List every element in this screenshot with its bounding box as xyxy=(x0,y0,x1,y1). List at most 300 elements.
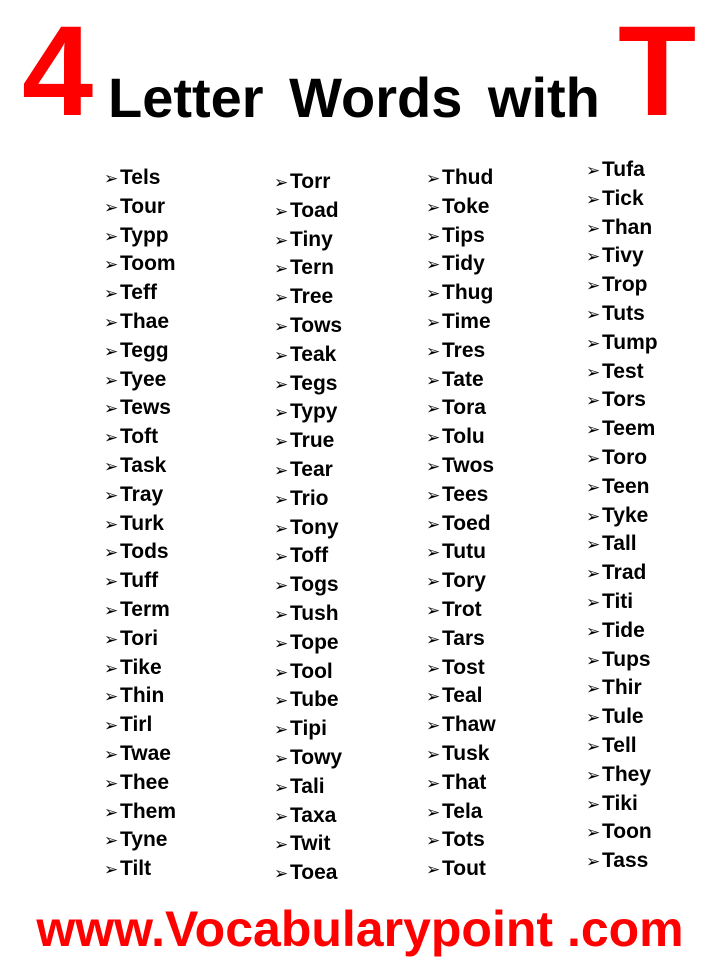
word-label: Tela xyxy=(442,799,483,823)
word-label: Tear xyxy=(290,457,333,481)
arrow-bullet-icon: ➢ xyxy=(426,485,441,505)
arrow-bullet-icon: ➢ xyxy=(586,794,601,814)
arrow-bullet-icon: ➢ xyxy=(274,777,289,797)
word-label: Toon xyxy=(602,820,652,844)
arrow-bullet-icon: ➢ xyxy=(426,744,441,764)
word-label: Time xyxy=(442,309,491,333)
arrow-bullet-icon: ➢ xyxy=(586,679,601,699)
page-title xyxy=(0,0,720,150)
list-item xyxy=(426,423,496,452)
list-item xyxy=(274,542,342,571)
arrow-bullet-icon: ➢ xyxy=(426,802,441,822)
arrow-bullet-icon: ➢ xyxy=(586,218,601,238)
word-label: Tiny xyxy=(290,227,333,251)
arrow-bullet-icon: ➢ xyxy=(274,230,289,250)
list-item xyxy=(104,337,176,366)
word-label: Tali xyxy=(290,774,325,798)
arrow-bullet-icon: ➢ xyxy=(426,831,441,851)
title-number: 4 xyxy=(22,0,90,143)
word-label: Teen xyxy=(602,474,650,498)
list-item xyxy=(274,830,342,859)
list-item xyxy=(274,370,342,399)
word-label: Tufa xyxy=(602,158,645,181)
arrow-bullet-icon: ➢ xyxy=(104,600,119,620)
list-item xyxy=(426,567,496,596)
list-item xyxy=(274,859,342,888)
list-item xyxy=(586,674,658,703)
arrow-bullet-icon: ➢ xyxy=(274,864,289,884)
word-label: Tass xyxy=(602,849,649,873)
arrow-bullet-icon: ➢ xyxy=(274,316,289,336)
arrow-bullet-icon: ➢ xyxy=(426,341,441,361)
arrow-bullet-icon: ➢ xyxy=(426,687,441,707)
word-label: Tike xyxy=(120,655,162,679)
arrow-bullet-icon: ➢ xyxy=(586,333,601,353)
word-label: Teff xyxy=(120,281,157,305)
word-label: Trot xyxy=(442,597,482,621)
arrow-bullet-icon: ➢ xyxy=(104,169,119,188)
word-label: Torr xyxy=(290,170,331,193)
word-label: Thee xyxy=(120,770,170,794)
list-item xyxy=(586,703,658,732)
list-item xyxy=(104,423,176,452)
arrow-bullet-icon: ➢ xyxy=(104,312,119,332)
list-item xyxy=(104,308,176,337)
list-item xyxy=(104,394,176,423)
arrow-bullet-icon: ➢ xyxy=(586,477,601,497)
word-label: Tour xyxy=(120,194,166,218)
list-item xyxy=(586,415,658,444)
word-column-1 xyxy=(104,164,176,884)
word-label: Thae xyxy=(120,309,170,333)
arrow-bullet-icon: ➢ xyxy=(586,420,601,440)
arrow-bullet-icon: ➢ xyxy=(104,716,119,736)
arrow-bullet-icon: ➢ xyxy=(104,370,119,390)
word-label: Trop xyxy=(602,273,648,297)
title-letter: T xyxy=(618,0,697,143)
word-label: Tipi xyxy=(290,717,327,741)
word-label: Tory xyxy=(442,569,486,593)
arrow-bullet-icon: ➢ xyxy=(104,428,119,448)
word-label: Taxa xyxy=(290,803,337,827)
word-label: Titi xyxy=(602,589,634,613)
list-item xyxy=(586,502,658,531)
word-label: Tidy xyxy=(442,252,485,276)
word-label: Tell xyxy=(602,733,637,757)
word-label: Turk xyxy=(120,511,164,535)
arrow-bullet-icon: ➢ xyxy=(586,736,601,756)
list-item xyxy=(426,711,496,740)
word-label: That xyxy=(442,770,487,794)
arrow-bullet-icon: ➢ xyxy=(274,633,289,653)
word-label: Typy xyxy=(290,400,338,424)
list-item xyxy=(104,769,176,798)
arrow-bullet-icon: ➢ xyxy=(426,629,441,649)
list-item xyxy=(104,625,176,654)
arrow-bullet-icon: ➢ xyxy=(586,621,601,641)
arrow-bullet-icon: ➢ xyxy=(104,226,119,246)
list-item xyxy=(426,164,496,193)
arrow-bullet-icon: ➢ xyxy=(104,341,119,361)
word-label: Tate xyxy=(442,367,484,391)
footer-website: www.Vocabularypoint .com xyxy=(36,901,684,957)
list-item xyxy=(104,826,176,855)
list-item xyxy=(426,250,496,279)
arrow-bullet-icon: ➢ xyxy=(586,823,601,843)
word-label: Tony xyxy=(290,515,339,539)
arrow-bullet-icon: ➢ xyxy=(104,255,119,275)
list-item xyxy=(586,300,658,329)
arrow-bullet-icon: ➢ xyxy=(274,835,289,855)
list-item xyxy=(274,341,342,370)
list-item xyxy=(426,193,496,222)
arrow-bullet-icon: ➢ xyxy=(586,650,601,670)
arrow-bullet-icon: ➢ xyxy=(104,514,119,534)
list-item xyxy=(586,473,658,502)
arrow-bullet-icon: ➢ xyxy=(274,518,289,538)
arrow-bullet-icon: ➢ xyxy=(586,506,601,526)
word-label: Tool xyxy=(290,659,333,683)
list-item xyxy=(426,769,496,798)
arrow-bullet-icon: ➢ xyxy=(274,662,289,682)
arrow-bullet-icon: ➢ xyxy=(104,543,119,563)
list-item xyxy=(426,366,496,395)
list-item xyxy=(426,855,496,884)
arrow-bullet-icon: ➢ xyxy=(104,572,119,592)
list-item xyxy=(274,715,342,744)
arrow-bullet-icon: ➢ xyxy=(426,514,441,534)
arrow-bullet-icon: ➢ xyxy=(274,345,289,365)
list-item xyxy=(586,185,658,214)
list-item xyxy=(586,761,658,790)
arrow-bullet-icon: ➢ xyxy=(426,543,441,563)
list-item xyxy=(104,855,176,884)
word-label: Than xyxy=(602,215,653,239)
list-item xyxy=(104,250,176,279)
list-item xyxy=(104,538,176,567)
word-label: Tilt xyxy=(120,857,152,881)
word-label: Tots xyxy=(442,828,485,852)
list-item xyxy=(426,826,496,855)
list-item xyxy=(586,156,658,185)
word-label: Tirl xyxy=(120,713,153,737)
list-item xyxy=(586,214,658,243)
word-label: Tolu xyxy=(442,425,485,449)
arrow-bullet-icon: ➢ xyxy=(104,629,119,649)
arrow-bullet-icon: ➢ xyxy=(586,708,601,728)
word-label: Tels xyxy=(120,166,161,189)
word-label: Tyke xyxy=(602,503,649,527)
arrow-bullet-icon: ➢ xyxy=(274,173,289,192)
word-label: Towy xyxy=(290,745,343,769)
word-column-3 xyxy=(426,164,496,884)
word-label: Tost xyxy=(442,655,485,679)
arrow-bullet-icon: ➢ xyxy=(426,773,441,793)
word-label: Typp xyxy=(120,223,169,247)
word-label: Tars xyxy=(442,626,485,650)
word-label: Tuff xyxy=(120,569,159,593)
arrow-bullet-icon: ➢ xyxy=(274,604,289,624)
word-label: Tyee xyxy=(120,367,167,391)
arrow-bullet-icon: ➢ xyxy=(104,687,119,707)
arrow-bullet-icon: ➢ xyxy=(274,403,289,423)
word-label: Tews xyxy=(120,396,171,420)
arrow-bullet-icon: ➢ xyxy=(586,276,601,296)
list-item xyxy=(104,510,176,539)
word-label: Tips xyxy=(442,223,485,247)
list-item xyxy=(274,658,342,687)
arrow-bullet-icon: ➢ xyxy=(274,691,289,711)
word-label: Tors xyxy=(602,388,646,412)
word-label: Teal xyxy=(442,684,483,708)
word-label: Tush xyxy=(290,601,339,625)
word-label: Twae xyxy=(120,741,171,765)
arrow-bullet-icon: ➢ xyxy=(104,773,119,793)
word-label: Tups xyxy=(602,647,651,671)
list-item xyxy=(274,686,342,715)
arrow-bullet-icon: ➢ xyxy=(104,284,119,304)
list-item xyxy=(586,242,658,271)
list-item xyxy=(426,308,496,337)
word-label: Tres xyxy=(442,338,486,362)
list-item xyxy=(104,654,176,683)
list-item xyxy=(586,847,658,876)
list-item xyxy=(426,654,496,683)
list-item xyxy=(104,452,176,481)
arrow-bullet-icon: ➢ xyxy=(586,564,601,584)
arrow-bullet-icon: ➢ xyxy=(274,806,289,826)
list-item xyxy=(274,773,342,802)
list-item xyxy=(426,625,496,654)
arrow-bullet-icon: ➢ xyxy=(104,802,119,822)
word-label: Toom xyxy=(120,252,176,276)
title-text: Letter Words with xyxy=(108,66,600,129)
list-item xyxy=(426,740,496,769)
word-label: Tori xyxy=(120,626,159,650)
list-item xyxy=(426,394,496,423)
arrow-bullet-icon: ➢ xyxy=(586,765,601,785)
list-item xyxy=(274,629,342,658)
arrow-bullet-icon: ➢ xyxy=(274,374,289,394)
list-item xyxy=(104,193,176,222)
word-label: Tump xyxy=(602,330,658,354)
arrow-bullet-icon: ➢ xyxy=(104,456,119,476)
arrow-bullet-icon: ➢ xyxy=(426,860,441,880)
list-item xyxy=(426,798,496,827)
list-item xyxy=(586,559,658,588)
word-label: Tube xyxy=(290,688,339,712)
word-label: Tusk xyxy=(442,741,490,765)
list-item xyxy=(104,711,176,740)
arrow-bullet-icon: ➢ xyxy=(274,489,289,509)
arrow-bullet-icon: ➢ xyxy=(586,448,601,468)
list-item xyxy=(104,740,176,769)
list-item xyxy=(274,456,342,485)
arrow-bullet-icon: ➢ xyxy=(426,312,441,332)
list-item xyxy=(426,682,496,711)
arrow-bullet-icon: ➢ xyxy=(274,720,289,740)
arrow-bullet-icon: ➢ xyxy=(426,399,441,419)
word-label: Term xyxy=(120,597,170,621)
word-label: Tope xyxy=(290,630,339,654)
list-item xyxy=(426,279,496,308)
arrow-bullet-icon: ➢ xyxy=(274,432,289,452)
list-item xyxy=(586,588,658,617)
arrow-bullet-icon: ➢ xyxy=(426,572,441,592)
list-item xyxy=(586,530,658,559)
word-label: Thug xyxy=(442,281,494,305)
word-label: Tees xyxy=(442,482,489,506)
list-item xyxy=(586,386,658,415)
list-item xyxy=(274,197,342,226)
list-item xyxy=(426,222,496,251)
arrow-bullet-icon: ➢ xyxy=(104,485,119,505)
word-label: Tide xyxy=(602,618,645,642)
word-label: Tows xyxy=(290,313,343,337)
list-item xyxy=(586,646,658,675)
arrow-bullet-icon: ➢ xyxy=(426,600,441,620)
word-label: Tout xyxy=(442,857,486,881)
word-label: Them xyxy=(120,799,177,823)
arrow-bullet-icon: ➢ xyxy=(104,744,119,764)
arrow-bullet-icon: ➢ xyxy=(104,197,119,217)
word-label: Tods xyxy=(120,540,169,564)
arrow-bullet-icon: ➢ xyxy=(426,197,441,217)
arrow-bullet-icon: ➢ xyxy=(586,362,601,382)
list-item xyxy=(274,254,342,283)
arrow-bullet-icon: ➢ xyxy=(586,247,601,267)
list-item xyxy=(274,600,342,629)
list-item xyxy=(274,427,342,456)
list-item xyxy=(586,444,658,473)
arrow-bullet-icon: ➢ xyxy=(104,399,119,419)
word-label: Toea xyxy=(290,861,338,885)
word-label: Teem xyxy=(602,417,656,441)
word-label: Teak xyxy=(290,342,337,366)
list-item xyxy=(104,481,176,510)
word-label: Togs xyxy=(290,573,339,597)
arrow-bullet-icon: ➢ xyxy=(586,304,601,324)
word-label: Tegg xyxy=(120,338,169,362)
list-item xyxy=(274,514,342,543)
word-label: Toed xyxy=(442,511,491,535)
arrow-bullet-icon: ➢ xyxy=(274,259,289,279)
list-item xyxy=(104,279,176,308)
word-label: Toke xyxy=(442,194,490,218)
list-item xyxy=(274,802,342,831)
word-label: Tule xyxy=(602,705,644,729)
arrow-bullet-icon: ➢ xyxy=(426,226,441,246)
word-label: Tiki xyxy=(602,791,638,815)
arrow-bullet-icon: ➢ xyxy=(586,535,601,555)
word-column-4 xyxy=(586,156,658,876)
word-label: Task xyxy=(120,453,167,477)
list-item xyxy=(586,358,658,387)
list-item xyxy=(586,732,658,761)
arrow-bullet-icon: ➢ xyxy=(586,592,601,612)
word-label: Thir xyxy=(602,676,642,700)
word-label: Tegs xyxy=(290,371,338,395)
list-item xyxy=(586,329,658,358)
word-label: They xyxy=(602,762,652,786)
word-column-2 xyxy=(274,168,342,888)
list-item xyxy=(426,452,496,481)
word-label: Twos xyxy=(442,453,495,477)
arrow-bullet-icon: ➢ xyxy=(274,576,289,596)
list-item xyxy=(274,168,342,197)
list-item xyxy=(586,790,658,819)
arrow-bullet-icon: ➢ xyxy=(586,189,601,209)
word-label: Test xyxy=(602,359,644,383)
list-item xyxy=(426,337,496,366)
arrow-bullet-icon: ➢ xyxy=(104,860,119,880)
arrow-bullet-icon: ➢ xyxy=(426,456,441,476)
arrow-bullet-icon: ➢ xyxy=(274,201,289,221)
word-label: Tutu xyxy=(442,540,486,564)
word-label: Toad xyxy=(290,198,339,222)
list-item xyxy=(274,744,342,773)
word-label: Thin xyxy=(120,684,165,708)
arrow-bullet-icon: ➢ xyxy=(586,391,601,411)
arrow-bullet-icon: ➢ xyxy=(426,370,441,390)
list-item xyxy=(586,818,658,847)
list-item xyxy=(274,283,342,312)
word-label: Toff xyxy=(290,544,329,568)
arrow-bullet-icon: ➢ xyxy=(426,169,441,188)
list-item xyxy=(104,682,176,711)
word-label: Tuts xyxy=(602,301,645,325)
arrow-bullet-icon: ➢ xyxy=(586,161,601,180)
arrow-bullet-icon: ➢ xyxy=(274,748,289,768)
arrow-bullet-icon: ➢ xyxy=(426,716,441,736)
word-label: Tall xyxy=(602,532,637,556)
list-item xyxy=(274,312,342,341)
word-label: Thud xyxy=(442,166,494,189)
list-item xyxy=(426,538,496,567)
list-item xyxy=(104,798,176,827)
word-label: True xyxy=(290,429,335,453)
list-item xyxy=(104,164,176,193)
list-item xyxy=(104,596,176,625)
arrow-bullet-icon: ➢ xyxy=(426,284,441,304)
word-label: Toft xyxy=(120,425,159,449)
word-label: Toro xyxy=(602,445,648,469)
list-item xyxy=(274,398,342,427)
list-item xyxy=(104,567,176,596)
word-label: Twit xyxy=(290,832,331,856)
arrow-bullet-icon: ➢ xyxy=(426,255,441,275)
list-item xyxy=(426,481,496,510)
arrow-bullet-icon: ➢ xyxy=(104,831,119,851)
list-item xyxy=(104,222,176,251)
list-item xyxy=(104,366,176,395)
arrow-bullet-icon: ➢ xyxy=(426,658,441,678)
arrow-bullet-icon: ➢ xyxy=(274,460,289,480)
list-item xyxy=(274,571,342,600)
arrow-bullet-icon: ➢ xyxy=(586,852,601,872)
list-item xyxy=(586,271,658,300)
word-label: Tray xyxy=(120,482,164,506)
word-label: Trio xyxy=(290,486,329,510)
word-label: Thaw xyxy=(442,713,496,737)
arrow-bullet-icon: ➢ xyxy=(274,547,289,567)
word-label: Tivy xyxy=(602,244,644,268)
list-item xyxy=(274,485,342,514)
list-item xyxy=(586,617,658,646)
word-label: Tree xyxy=(290,285,334,309)
arrow-bullet-icon: ➢ xyxy=(104,658,119,678)
arrow-bullet-icon: ➢ xyxy=(426,428,441,448)
